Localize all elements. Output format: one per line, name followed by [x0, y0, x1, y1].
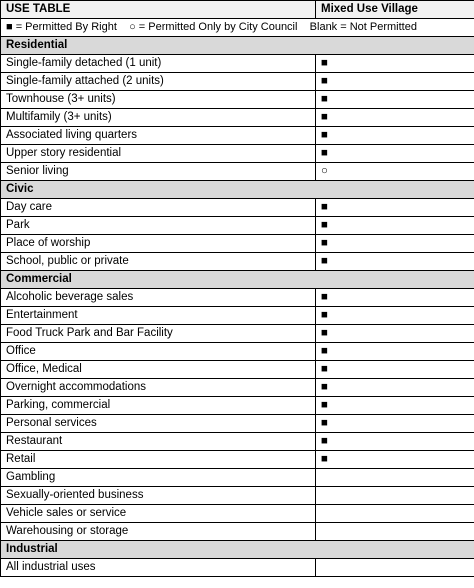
permission-mark — [316, 523, 474, 541]
table-row — [1, 433, 474, 451]
permission-mark: ■ — [316, 379, 474, 397]
section-title: Civic — [1, 181, 474, 199]
table-row — [1, 55, 474, 73]
zone-column-header: Mixed Use Village — [316, 1, 474, 19]
use-name: Alcoholic beverage sales — [1, 289, 316, 307]
use-name: Single-family attached (2 units) — [1, 73, 316, 91]
table-row — [1, 343, 474, 361]
use-name: Associated living quarters — [1, 127, 316, 145]
use-name: Parking, commercial — [1, 397, 316, 415]
section-header-residential — [1, 37, 474, 55]
permission-mark — [316, 559, 474, 577]
use-table-body — [1, 1, 474, 577]
use-table-title: USE TABLE — [1, 1, 316, 19]
table-row — [1, 73, 474, 91]
use-name: Retail — [1, 451, 316, 469]
permission-mark — [316, 505, 474, 523]
use-name: Senior living — [1, 163, 316, 181]
use-name: Place of worship — [1, 235, 316, 253]
use-name: Warehousing or storage — [1, 523, 316, 541]
permission-mark: ■ — [316, 415, 474, 433]
use-name: Office — [1, 343, 316, 361]
table-row — [1, 127, 474, 145]
table-row — [1, 361, 474, 379]
table-row — [1, 451, 474, 469]
table-row — [1, 145, 474, 163]
table-row — [1, 199, 474, 217]
permission-mark: ■ — [316, 199, 474, 217]
use-name: Personal services — [1, 415, 316, 433]
legend-text: ■ = Permitted By Right ○ = Permitted Only by City Council Blank = Not Permitted — [1, 19, 474, 37]
use-name: Entertainment — [1, 307, 316, 325]
permission-mark: ■ — [316, 73, 474, 91]
permission-mark: ■ — [316, 217, 474, 235]
table-row — [1, 469, 474, 487]
table-row — [1, 253, 474, 271]
use-name: Restaurant — [1, 433, 316, 451]
use-name: Park — [1, 217, 316, 235]
table-row — [1, 487, 474, 505]
use-name: Overnight accommodations — [1, 379, 316, 397]
legend-row — [1, 19, 474, 37]
use-name: Townhouse (3+ units) — [1, 91, 316, 109]
table-row — [1, 397, 474, 415]
table-row — [1, 91, 474, 109]
table-row — [1, 235, 474, 253]
table-row — [1, 505, 474, 523]
use-name: School, public or private — [1, 253, 316, 271]
table-row — [1, 325, 474, 343]
header-row — [1, 1, 474, 19]
use-name: Multifamily (3+ units) — [1, 109, 316, 127]
section-title: Residential — [1, 37, 474, 55]
use-name: Office, Medical — [1, 361, 316, 379]
permission-mark: ■ — [316, 55, 474, 73]
permission-mark — [316, 469, 474, 487]
permission-mark: ■ — [316, 145, 474, 163]
permission-mark — [316, 487, 474, 505]
use-name: Single-family detached (1 unit) — [1, 55, 316, 73]
use-name: Gambling — [1, 469, 316, 487]
use-name: Vehicle sales or service — [1, 505, 316, 523]
table-row — [1, 217, 474, 235]
use-name: All industrial uses — [1, 559, 316, 577]
permission-mark: ■ — [316, 91, 474, 109]
permission-mark: ■ — [316, 307, 474, 325]
section-header-civic — [1, 181, 474, 199]
table-row — [1, 109, 474, 127]
permission-mark: ■ — [316, 127, 474, 145]
table-row — [1, 307, 474, 325]
table-row — [1, 559, 474, 577]
permission-mark: ■ — [316, 253, 474, 271]
use-name: Upper story residential — [1, 145, 316, 163]
use-name: Sexually-oriented business — [1, 487, 316, 505]
section-header-industrial — [1, 541, 474, 559]
table-row — [1, 163, 474, 181]
section-header-commercial — [1, 271, 474, 289]
table-row — [1, 415, 474, 433]
permission-mark: ■ — [316, 109, 474, 127]
use-name: Day care — [1, 199, 316, 217]
permission-mark: ■ — [316, 289, 474, 307]
permission-mark: ■ — [316, 433, 474, 451]
permission-mark: ■ — [316, 397, 474, 415]
permission-mark: ○ — [316, 163, 474, 181]
table-row — [1, 523, 474, 541]
use-name: Food Truck Park and Bar Facility — [1, 325, 316, 343]
permission-mark: ■ — [316, 451, 474, 469]
permission-mark: ■ — [316, 235, 474, 253]
section-title: Industrial — [1, 541, 474, 559]
table-row — [1, 379, 474, 397]
permission-mark: ■ — [316, 325, 474, 343]
section-title: Commercial — [1, 271, 474, 289]
permission-mark: ■ — [316, 343, 474, 361]
permission-mark: ■ — [316, 361, 474, 379]
table-row — [1, 289, 474, 307]
